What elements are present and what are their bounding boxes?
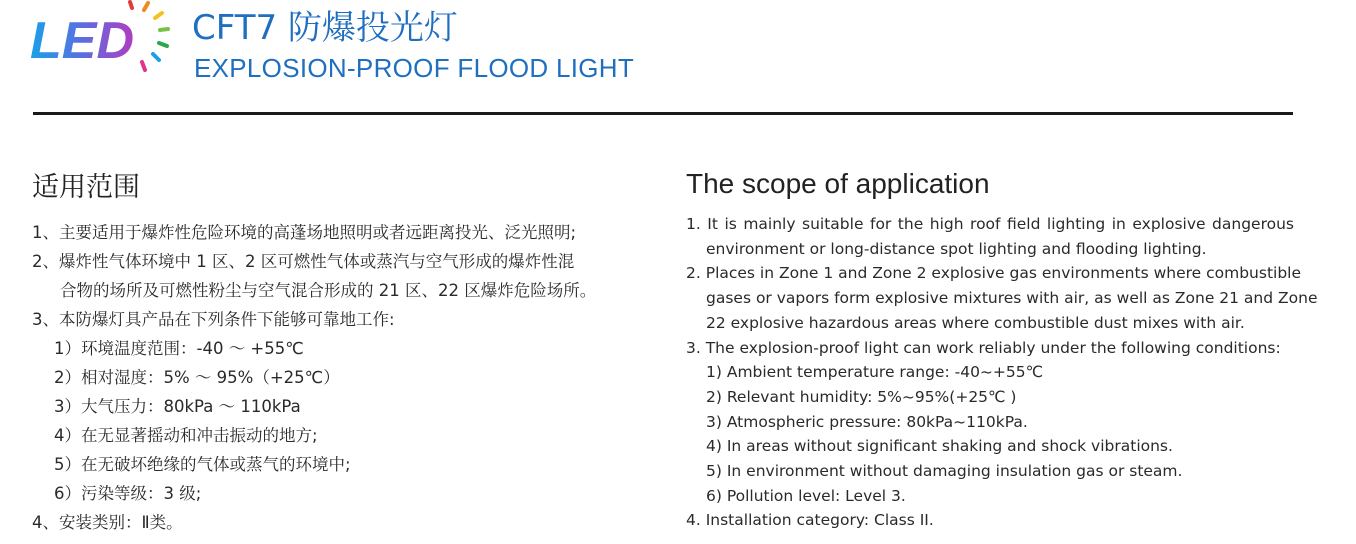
scope-list-en: [686, 212, 1318, 533]
section-title-cn: 适用范围: [32, 172, 140, 203]
list-item: 3）大气压力：80kPa ～ 110kPa: [54, 397, 301, 416]
product-title-cn: CFT7 防爆投光灯: [192, 8, 458, 48]
list-item: 4) In areas without significant shaking and shock vibrations.: [706, 437, 1173, 456]
scope-section-cn: [32, 160, 662, 537]
list-item: 3、本防爆灯具产品在下列条件下能够可靠地工作:: [32, 310, 395, 329]
logo-text: LED: [30, 12, 134, 70]
list-item: 1) Ambient temperature range: -40~+55℃: [706, 363, 1044, 382]
header-divider: [33, 112, 1293, 115]
led-logo: [28, 0, 188, 80]
list-item: 22 explosive hazardous areas where combustible dust mixes with air.: [706, 313, 1245, 332]
led-logo-graphic: [28, 0, 188, 80]
list-item: 1、主要适用于爆炸性危险环境的高蓬场地照明或者远距离投光、泛光照明;: [32, 223, 577, 242]
list-item: 4）在无显著摇动和冲击振动的地方;: [54, 426, 318, 445]
list-item: 合物的场所及可燃性粉尘与空气混合形成的 21 区、22 区爆炸危险场所。: [60, 281, 597, 300]
list-item: 6）污染等级：3 级;: [54, 484, 202, 503]
list-item: 5）在无破坏绝缘的气体或蒸气的环境中;: [54, 455, 351, 474]
list-item: 5) In environment without damaging insulation gas or steam.: [706, 462, 1183, 481]
list-item: gases or vapors form explosive mixtures with air, as well as Zone 21 and Zone: [706, 289, 1318, 308]
list-item: 2）相对湿度：5% ～ 95%（+25℃）: [54, 368, 340, 387]
list-item: environment or long-distance spot lighting and flooding lighting.: [706, 239, 1207, 258]
list-item: 3) Atmospheric pressure: 80kPa~110kPa.: [706, 412, 1028, 431]
scope-list-cn: [32, 218, 662, 537]
list-item: 1. It is mainly suitable for the high roof field lighting in explosive dangerous: [686, 215, 1294, 233]
product-title-en: EXPLOSION-PROOF FLOOD LIGHT: [194, 53, 635, 83]
list-item: 4. Installation category: Class II.: [686, 511, 934, 530]
section-title-en: The scope of application: [686, 168, 990, 199]
list-item: 4、安装类别：Ⅱ类。: [32, 513, 183, 532]
scope-section-en: [686, 160, 1318, 533]
list-item: 3. The explosion-proof light can work reliably under the following conditions:: [686, 338, 1281, 357]
list-item: 2) Relevant humidity: 5%~95%(+25℃ ): [706, 387, 1017, 406]
list-item: 1）环境温度范围：-40 ～ +55℃: [54, 339, 304, 358]
list-item: 2. Places in Zone 1 and Zone 2 explosive gas environments where combustible: [686, 264, 1302, 283]
list-item: 6) Pollution level: Level 3.: [706, 486, 906, 505]
list-item: 2、爆炸性气体环境中 1 区、2 区可燃性气体或蒸汽与空气形成的爆炸性混: [32, 252, 575, 271]
